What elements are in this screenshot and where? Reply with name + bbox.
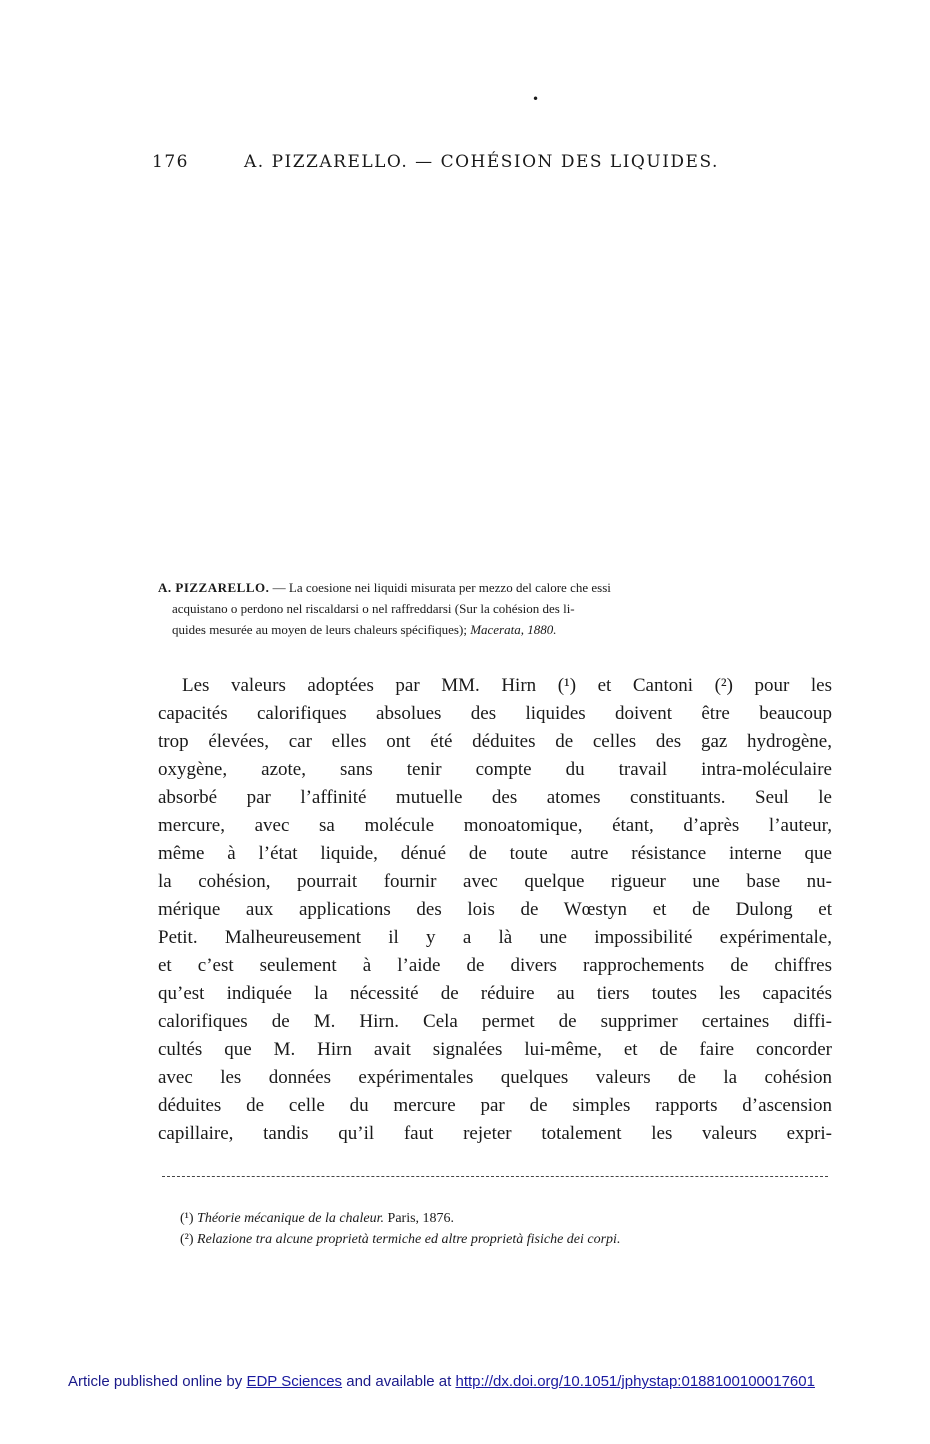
abstract-text: quides mesurée au moyen de leurs chaleurs spécifiques); [172,622,467,637]
footnote-1 [180,1208,620,1229]
credit-prefix: Article published online by [68,1373,247,1390]
bibliographic-abstract [158,577,830,640]
running-title: A. PIZZARELLO. — COHÉSION DES LIQUIDES. [244,152,719,172]
body-line: cultés que M. Hirn avait signalées lui-même, et de faire concorder [158,1039,832,1060]
abstract-text: — La coesione nei liquidi misurata per mezzo del calore che essi [272,580,611,595]
footnote-title: Théorie mécanique de la chaleur. [197,1211,385,1226]
footnote-detail: Paris, 1876. [384,1211,455,1226]
body-line: absorbé par l’affinité mutuelle des atomes constituants. Seul le [158,787,832,808]
footnote-mark: (²) [180,1232,194,1247]
abstract-place-date: Macerata, 1880. [470,622,557,637]
body-line: et c’est seulement à l’aide de divers rapprochements de chiffres [158,955,832,976]
footnote-mark: (¹) [180,1211,194,1226]
footnote-2 [180,1229,620,1250]
doi-link[interactable]: http://dx.doi.org/10.1051/jphystap:0188100100017601 [455,1373,815,1390]
body-line: Petit. Malheureusement il y a là une impossibilité expérimentale, [158,927,832,948]
footnotes [180,1208,620,1250]
body-line: la cohésion, pourrait fournir avec quelque rigueur une base nu- [158,871,832,892]
body-line: qu’est indiquée la nécessité de réduire au tiers toutes les capacités [158,983,832,1004]
page-number: 176 [152,152,189,172]
body-line: mérique aux applications des lois de Wœstyn et de Dulong et [158,899,832,920]
body-line: avec les données expérimentales quelques valeurs de la cohésion [158,1067,832,1088]
body-line: calorifiques de M. Hirn. Cela permet de supprimer certaines diffi- [158,1011,832,1032]
body-line: mercure, avec sa molécule monoatomique, étant, d’après l’auteur, [158,815,832,836]
edp-sciences-link[interactable]: EDP Sciences [246,1373,343,1390]
body-line: trop élevées, car elles ont été déduites de celles des gaz hydrogène, [158,731,832,752]
publication-credit [68,1373,815,1390]
abstract-line: acquistano o perdono nel riscaldarsi o nel raffreddarsi (Sur la cohésion des li- [172,601,575,616]
abstract-author: A. PIZZARELLO. [158,580,270,595]
footnote-title: Relazione tra alcune proprietà termiche ed altre proprietà fisiche dei corpi. [197,1232,621,1247]
running-head [152,152,752,182]
body-text [158,672,832,1148]
body-line: Les valeurs adoptées par MM. Hirn (¹) et Cantoni (²) pour les [182,675,832,696]
credit-middle: and available at [342,1373,456,1390]
abstract-line [158,577,830,598]
body-line: capillaire, tandis qu’il faut rejeter totalement les valeurs expri- [158,1123,832,1144]
body-line: oxygène, azote, sans tenir compte du travail intra-moléculaire [158,759,832,780]
body-line: déduites de celle du mercure par de simples rapports d’ascension [158,1095,832,1116]
stray-mark: • [532,92,540,106]
footnote-rule [162,1176,828,1177]
abstract-line [158,619,830,640]
body-line: capacités calorifiques absolues des liquides doivent être beaucoup [158,703,832,724]
body-line: même à l’état liquide, dénué de toute autre résistance interne que [158,843,832,864]
